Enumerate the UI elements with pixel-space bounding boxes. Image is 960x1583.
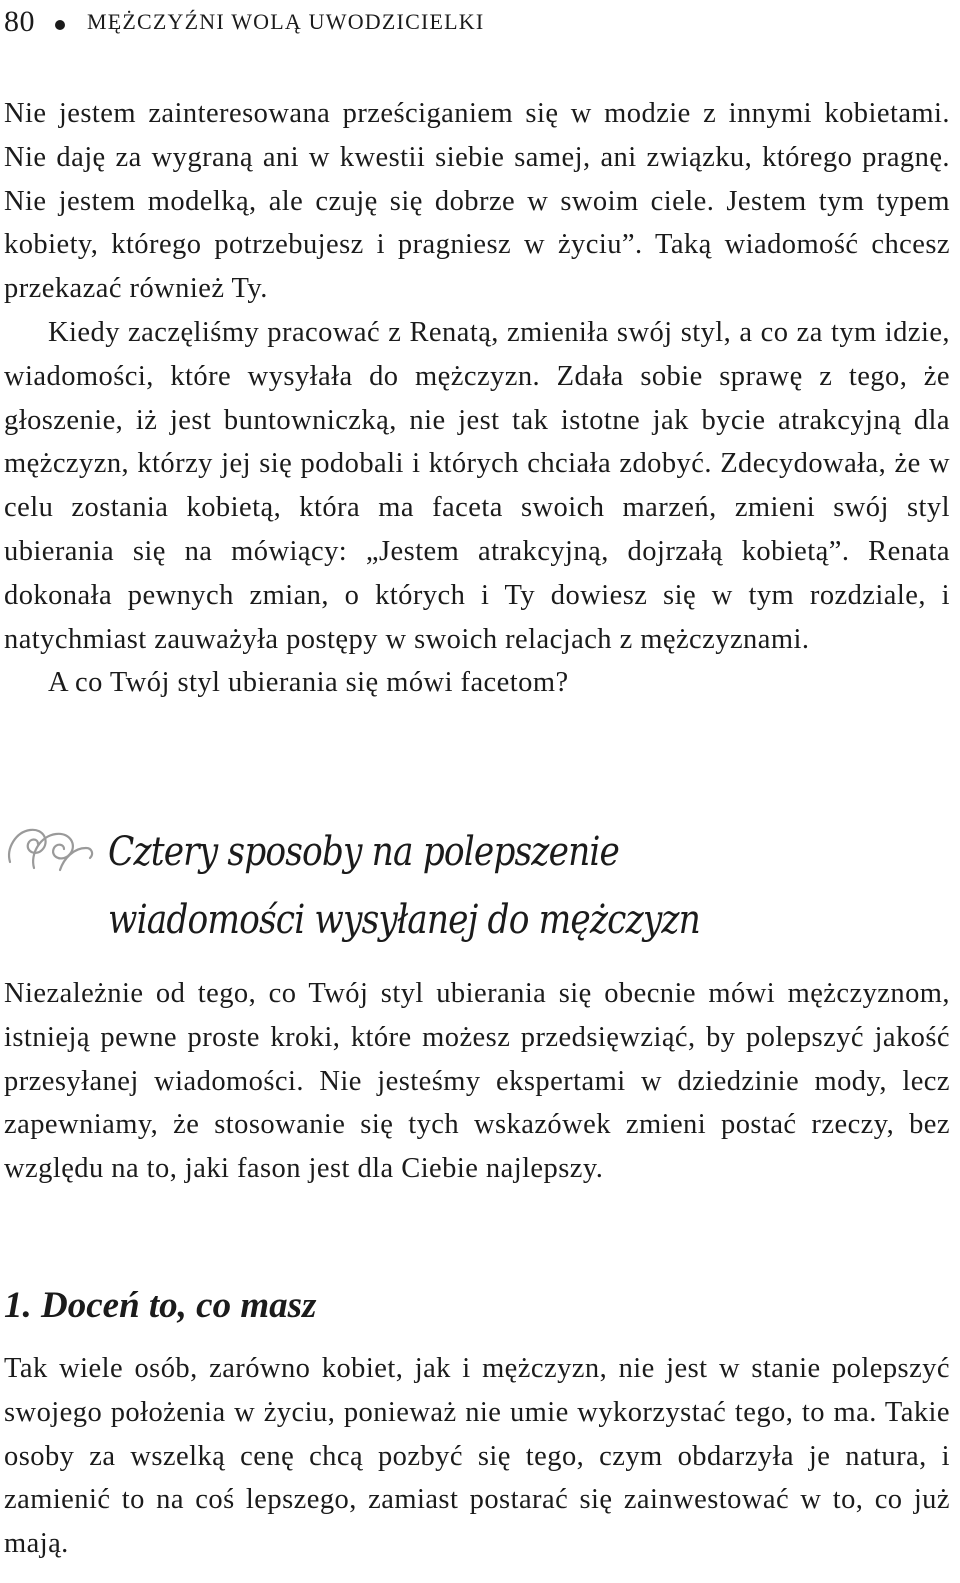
swirl-ornament-icon	[4, 818, 96, 880]
subsection-text	[4, 1347, 950, 1566]
section-title: Cztery sposoby na polepszenie wiadomości wysyłanej do mężczyzn	[108, 829, 700, 943]
section-text	[4, 972, 950, 1191]
book-title: MĘŻCZYŹNI WOLĄ UWODZICIELKI	[87, 9, 485, 34]
bullet-icon	[55, 20, 65, 30]
intro-paragraph-2: Kiedy zaczęliśmy pracować z Renatą, zmieniła swój styl, a co za tym idzie, wiadomości, które wysyłała do mężczyzn. Zdała sobie sprawę z tego, że głoszenie, iż jest buntowniczką, nie jest tak istotne jak bycie atrakcyjną dla mężczyzn, którzy jej się podobali i których chciała zdobyć. Zdecydowała, że w celu zostania kobietą, która ma faceta swoich marzeń, zmieni swój styl ubierania się na mówiący: „Jestem atrakcyjną, dojrzałą kobietą”. Renata dokonała pewnych zmian, o których i Ty dowiesz się w tym rozdziale, i natychmiast zauważyła postępy w swoich relacjach z mężczyznami.	[4, 316, 950, 655]
subsection-heading: 1. Doceń to, co masz	[4, 1285, 317, 1326]
running-header	[4, 4, 484, 40]
section-heading	[4, 818, 950, 968]
subsection-paragraph-1: Tak wiele osób, zarówno kobiet, jak i mężczyzn, nie jest w stanie polepszyć swojego położenia w życiu, ponieważ nie umie wykorzystać tego, to ma. Takie osoby za wszelką cenę chcą pozbyć się tego, czym obdarzyła je natura, i zamienić to na coś lepszego, zamiast postarać się zainwestować w to, co już mają.	[4, 1353, 950, 1560]
intro-paragraph-3: A co Twój styl ubierania się mówi facetom?	[48, 667, 569, 699]
intro-paragraph-1: Nie jestem zainteresowana prześciganiem się w modzie z innymi kobietami. Nie daję za wygraną ani w kwestii siebie samej, ani związku, którego pragnę. Nie jestem modelką, ale czuję się dobrze w swoim ciele. Jestem tym typem kobiety, którego potrzebujesz i pragniesz w życiu”. Taką wiadomość chcesz przekazać również Ty.	[4, 98, 950, 305]
page-number: 80	[4, 5, 35, 38]
section-paragraph-1: Niezależnie od tego, co Twój styl ubierania się obecnie mówi mężczyznom, istnieją pewne proste kroki, które możesz przedsięwziąć, by polepszyć jakość przesyłanej wiadomości. Nie jesteśmy ekspertami w dziedzinie mody, lecz zapewniamy, że stosowanie się tych wskazówek zmieni postać rzeczy, bez względu na to, jaki fason jest dla Ciebie najlepszy.	[4, 978, 950, 1185]
intro-text	[4, 92, 950, 705]
